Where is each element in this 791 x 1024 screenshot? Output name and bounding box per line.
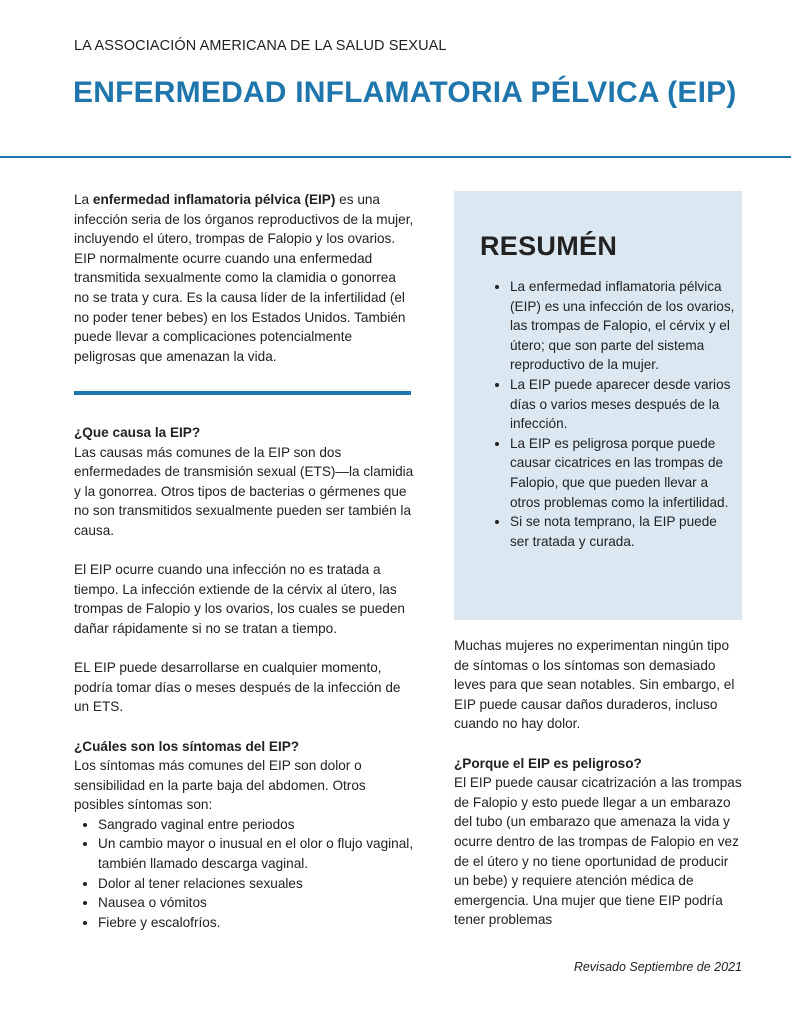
summary-item: • La enfermedad inflamatoria pélvica (EIP) es una infección de los ovarios, las trompas de Falopio, el cérvix y el útero; que son parte del sistema reproductivo de la mujer.: [510, 277, 738, 375]
intro-section: [74, 190, 414, 366]
asymptomatic-paragraph: Muchas mujeres no experimentan ningún tipo de síntomas o los síntomas son demasiado leves para que sean notables. Sin embargo, el EIP puede causar daños duraderos, incluso cuando no hay dolor.: [454, 638, 735, 732]
left-column-body: [74, 423, 414, 932]
causes-paragraph-1: Las causas más comunes de la EIP son dos enfermedades de transmisión sexual (ETS)—la clamidia y la gonorrea. Otros tipos de bacterias o gérmenes que no son transmitidos sexualmente pueden ser también la causa.: [74, 444, 414, 538]
summary-list: [486, 277, 738, 551]
right-column-body: [454, 636, 746, 930]
symptom-item: • Nausea o vómitos: [98, 893, 414, 913]
danger-heading: ¿Porque el EIP es peligroso?: [454, 755, 642, 771]
danger-paragraph: El EIP puede causar cicatrización a las trompas de Falopio y esto puede llegar a un embarazo del tubo (un embarazo que amenaza la vida y ocurre dentro de las trompas de Falopio en vez de el útero y no tiene oportunidad de producir un bebe) y requiere atención médica de emergencia. Una mujer que tiene EIP podría tener problemas: [454, 775, 742, 928]
causes-paragraph-2: El EIP ocurre cuando una infección no es tratada a tiempo. La infección extiende de la cérvix al útero, las trompas de Falopio y los ovarios, los cuales se pueden dañar rápidamente si no se tratan a tiempo.: [74, 562, 405, 636]
summary-box: [454, 191, 742, 620]
causes-heading: ¿Que causa la EIP?: [74, 425, 201, 440]
section-divider: [74, 391, 411, 395]
summary-title: RESUMÉN: [480, 231, 618, 261]
intro-lead: La: [74, 192, 93, 207]
header-divider: [0, 156, 791, 158]
symptoms-list: [74, 815, 414, 933]
intro-term: enfermedad inflamatoria pélvica (EIP): [92, 192, 336, 207]
symptom-item: • Fiebre y escalofríos.: [98, 913, 414, 933]
summary-item: • La EIP es peligrosa porque puede causar cicatrices en las trompas de Falopio, que que pueden llevar a otros problemas como la infertilidad.: [510, 434, 738, 512]
symptom-item: • Un cambio mayor o inusual en el olor o flujo vaginal, también llamado descarga vaginal.: [98, 834, 414, 873]
intro-text: es una infección seria de los órganos reproductivos de la mujer, incluyendo el útero, trompas de Falopio y los ovarios. EIP normalmente ocurre cuando una enfermedad transmitida sexualmente como la clamidia o gonorrea no se trata y cura. Es la causa líder de la infertilidad (el no poder tener bebes) en los Estados Unidos. También puede llevar a complicaciones potencialmente peligrosas que amenazan la vida.: [74, 192, 414, 364]
symptom-item: • Sangrado vaginal entre periodos: [98, 815, 414, 835]
revision-date: Revisado Septiembre de 2021: [573, 960, 742, 974]
symptoms-heading: ¿Cuáles son los síntomas del EIP?: [74, 738, 300, 754]
symptom-item: • Dolor al tener relaciones sexuales: [98, 874, 414, 894]
summary-item: • La EIP puede aparecer desde varios días o varios meses después de la infección.: [510, 375, 738, 434]
symptoms-intro: Los síntomas más comunes del EIP son dolor o sensibilidad en la parte baja del abdomen. Otros posibles síntomas son:: [74, 758, 366, 813]
summary-item: • Si se nota temprano, la EIP puede ser tratada y curada.: [510, 512, 738, 551]
organization-name: LA ASSOCIACIÓN AMERICANA DE LA SALUD SEXUAL: [74, 38, 447, 54]
page-title: ENFERMEDAD INFLAMATORIA PÉLVICA (EIP): [73, 76, 737, 109]
intro-paragraph: [74, 190, 414, 366]
causes-paragraph-3: EL EIP puede desarrollarse en cualquier momento, podría tomar días o meses después de la infección de un ETS.: [74, 660, 401, 715]
